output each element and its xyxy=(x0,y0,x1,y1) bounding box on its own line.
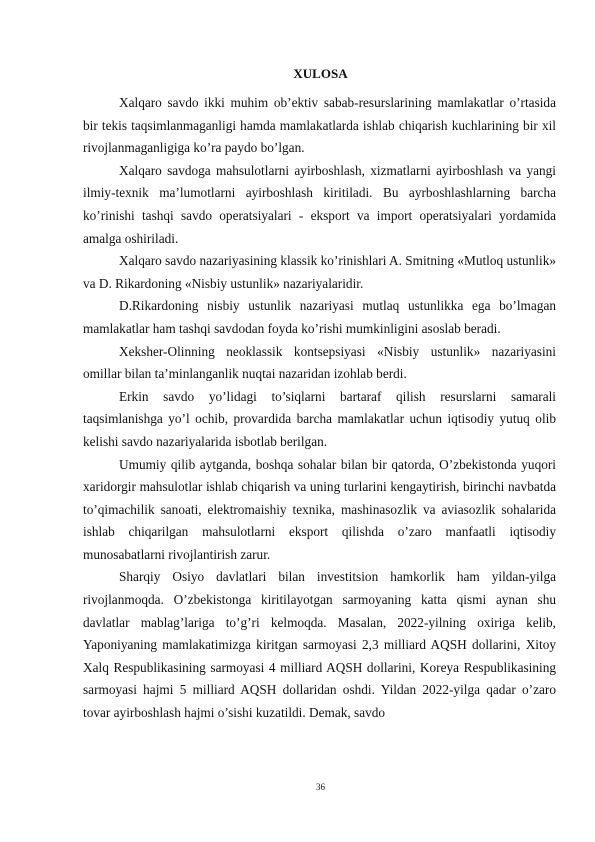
paragraph-7: Umumiy qilib aytganda, boshqa sohalar bilan bir qatorda, O’zbekistonda yuqori xaridorgir mahsulotlar ishlab chiqarish va uning turlarini kengaytirish, birinchi navbatda to’qimachilik sanoati, elektromaishiy texnika, mashinasozlik va aviasozlik sohalarida ishlab chiqarilgan mahsulotlarni eksport qilishda o’zaro manfaatli iqtisodiy munosabatlarni rivojlantirish zarur. xyxy=(83,456,556,562)
page-number: 36 xyxy=(316,782,325,792)
paragraph-3: Xalqaro savdo nazariyasining klassik ko’rinishlari A. Smitning «Mutloq ustunlik» va D. Rikardoning «Nisbiy ustunlik» nazariyalaridir. xyxy=(83,253,556,291)
body-text xyxy=(83,92,556,725)
paragraph-4: D.Rikardoning nisbiy ustunlik nazariyasi mutlaq ustunlikka ega bo’lmagan mamlakatlar ham tashqi savdodan foyda ko’rishi mumkinligini asoslab beradi. xyxy=(83,298,556,336)
section-title: XULOSA xyxy=(293,66,348,81)
paragraph-1: Xalqaro savdo ikki muhim ob’ektiv sabab-resurslarining mamlakatlar o’rtasida bir tekis taqsimlanmaganligi hamda mamlakatlarda ishlab chiqarish kuchlarining bir xil rivojlanmaganligiga ko’ra paydo bo’lgan. xyxy=(83,95,556,156)
paragraph-2: Xalqaro savdoga mahsulotlarni ayirboshlash, xizmatlarni ayirboshlash va yangi ilmiy-texnik ma’lumotlarni ayirboshlash kiritiladi. Bu ayrboshlashlarning barcha ko’rinishi tashqi savdo operatsiyalari - eksport va import operatsiyalari yordamida amalga oshiriladi. xyxy=(83,162,556,246)
paragraph-8: Sharqiy Osiyo davlatlari bilan investitsion hamkorlik ham yildan-yilga rivojlanmoqda. O’zbekistonga kiritilayotgan sarmoyaning katta qismi aynan shu davlatlar mablag’lariga to’g’ri kelmoqda. Masalan, 2022-yilning oxiriga kelib, Yaponiyaning mamlakatimizga kiritgan sarmoyasi 2,3 milliard AQSH dollarini, Xitoy Xalq Respublikasining sarmoyasi 4 milliard AQSH dollarini, Koreya Respublikasining sarmoyasi hajmi 5 milliard AQSH dollaridan oshdi. Yildan 2022-yilga qadar o’zaro tovar ayirboshlash hajmi o’sishi kuzatildi. Demak, savdo xyxy=(83,569,556,721)
paragraph-6: Erkin savdo yo’lidagi to’siqlarni bartaraf qilish resurslarni samarali taqsimlanishga yo’l ochib, provardida barcha mamlakatlar uchun iqtisodiy yutuq olib kelishi savdo nazariyalarida isbotlab berilgan. xyxy=(83,388,556,449)
paragraph-5: Xeksher-Olinning neoklassik kontsepsiyasi «Nisbiy ustunlik» nazariyasini omillar bilan ta’minlanganlik nuqtai nazaridan izohlab berdi. xyxy=(83,343,556,382)
